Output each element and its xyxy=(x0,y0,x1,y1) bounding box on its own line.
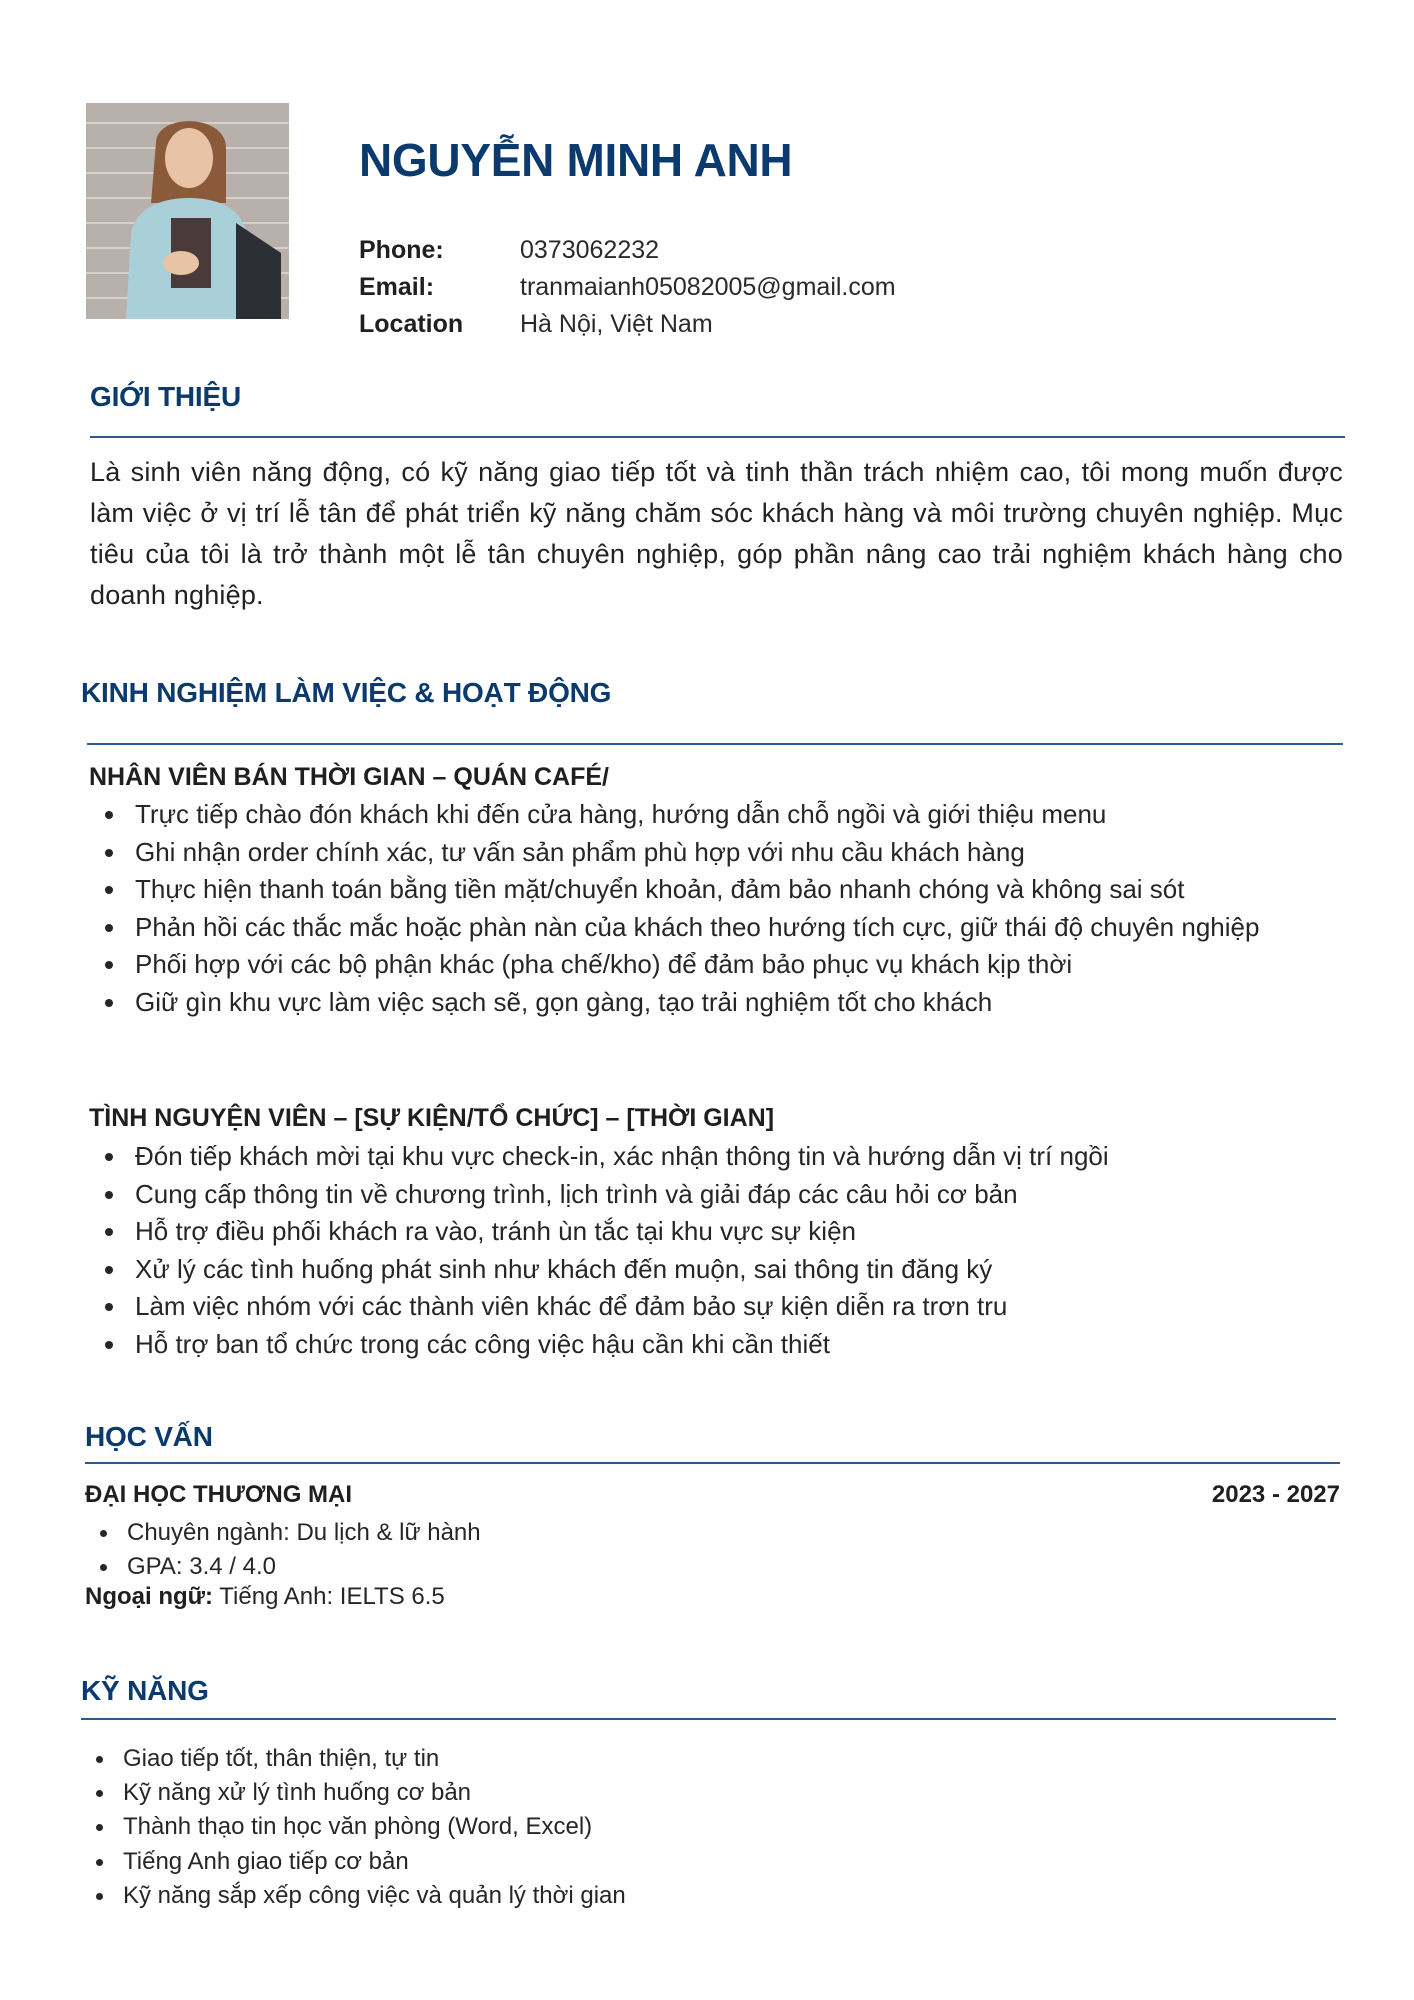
contact-info xyxy=(359,232,896,343)
job-bullet-list xyxy=(135,796,1345,1022)
job-title: NHÂN VIÊN BÁN THỜI GIAN – QUÁN CAFÉ/ xyxy=(89,763,609,791)
education-bullet-list xyxy=(127,1516,481,1584)
job-title: TÌNH NGUYỆN VIÊN – [SỰ KIỆN/TỔ CHỨC] – [THỜI GIAN] xyxy=(89,1104,775,1132)
email-label: Email: xyxy=(359,273,435,301)
list-item: Xử lý các tình huống phát sinh như khách đến muộn, sai thông tin đăng ký xyxy=(135,1251,1345,1289)
phone-value: 0373062232 xyxy=(520,236,660,264)
list-item: Hỗ trợ điều phối khách ra vào, tránh ùn tắc tại khu vực sự kiện xyxy=(135,1213,1345,1251)
contact-email xyxy=(359,269,896,306)
job-bullet-list xyxy=(135,1138,1345,1364)
candidate-name: NGUYỄN MINH ANH xyxy=(359,134,793,186)
list-item: Hỗ trợ ban tổ chức trong các công việc hậu cần khi cần thiết xyxy=(135,1326,1345,1364)
list-item: Kỹ năng sắp xếp công việc và quản lý thời gian xyxy=(123,1879,626,1913)
person-photo-icon xyxy=(86,103,289,319)
contact-location xyxy=(359,306,896,343)
list-item: Kỹ năng xử lý tình huống cơ bản xyxy=(123,1776,626,1810)
section-divider xyxy=(90,436,1345,438)
location-label: Location xyxy=(359,310,464,338)
section-divider xyxy=(81,1718,1336,1720)
phone-label: Phone: xyxy=(359,236,444,264)
section-divider xyxy=(87,743,1343,745)
skills-list xyxy=(123,1742,626,1913)
list-item: Thực hiện thanh toán bằng tiền mặt/chuyển khoản, đảm bảo nhanh chóng và không sai sót xyxy=(135,871,1345,909)
list-item: Trực tiếp chào đón khách khi đến cửa hàng, hướng dẫn chỗ ngồi và giới thiệu menu xyxy=(135,796,1345,834)
list-item: Giữ gìn khu vực làm việc sạch sẽ, gọn gàng, tạo trải nghiệm tốt cho khách xyxy=(135,984,1345,1022)
section-title-intro: GIỚI THIỆU xyxy=(90,381,242,412)
email-value: tranmaianh05082005@gmail.com xyxy=(520,273,896,301)
list-item: Làm việc nhóm với các thành viên khác để đảm bảo sự kiện diễn ra trơn tru xyxy=(135,1288,1345,1326)
education-years: 2023 - 2027 xyxy=(1211,1481,1340,1508)
list-item: Phối hợp với các bộ phận khác (pha chế/kho) để đảm bảo phục vụ khách kịp thời xyxy=(135,946,1345,984)
list-item: Tiếng Anh giao tiếp cơ bản xyxy=(123,1845,626,1879)
foreign-language xyxy=(85,1583,445,1611)
school-name: ĐẠI HỌC THƯƠNG MẠI xyxy=(85,1481,353,1508)
list-item: Cung cấp thông tin về chương trình, lịch trình và giải đáp các câu hỏi cơ bản xyxy=(135,1176,1345,1214)
list-item: Đón tiếp khách mời tại khu vực check-in, xác nhận thông tin và hướng dẫn vị trí ngồi xyxy=(135,1138,1345,1176)
language-label: Ngoại ngữ: xyxy=(85,1583,214,1610)
list-item: Phản hồi các thắc mắc hoặc phàn nàn của khách theo hướng tích cực, giữ thái độ chuyên nghiệp xyxy=(135,909,1345,947)
list-item: Chuyên ngành: Du lịch & lữ hành xyxy=(127,1516,481,1550)
list-item: GPA: 3.4 / 4.0 xyxy=(127,1550,481,1584)
section-divider xyxy=(85,1462,1340,1464)
contact-phone xyxy=(359,232,896,269)
section-title-education: HỌC VẤN xyxy=(85,1421,213,1452)
list-item: Ghi nhận order chính xác, tư vấn sản phẩm phù hợp với nhu cầu khách hàng xyxy=(135,834,1345,872)
list-item: Giao tiếp tốt, thân thiện, tự tin xyxy=(123,1742,626,1776)
section-title-experience: KINH NGHIỆM LÀM VIỆC & HOẠT ĐỘNG xyxy=(81,677,612,708)
list-item: Thành thạo tin học văn phòng (Word, Excel) xyxy=(123,1810,626,1844)
profile-photo xyxy=(86,103,289,319)
section-title-skills: KỸ NĂNG xyxy=(81,1675,209,1706)
language-value: Tiếng Anh: IELTS 6.5 xyxy=(213,1583,445,1610)
location-value: Hà Nội, Việt Nam xyxy=(520,310,713,338)
intro-paragraph: Là sinh viên năng động, có kỹ năng giao tiếp tốt và tinh thần trách nhiệm cao, tôi mong muốn được làm việc ở vị trí lễ tân để phát triển kỹ năng chăm sóc khách hàng và môi trường chuyên nghiệp. Mục tiêu của tôi là trở thành một lễ tân chuyên nghiệp, góp phần nâng cao trải nghiệm khách hàng cho doanh nghiệp. xyxy=(90,457,1343,610)
